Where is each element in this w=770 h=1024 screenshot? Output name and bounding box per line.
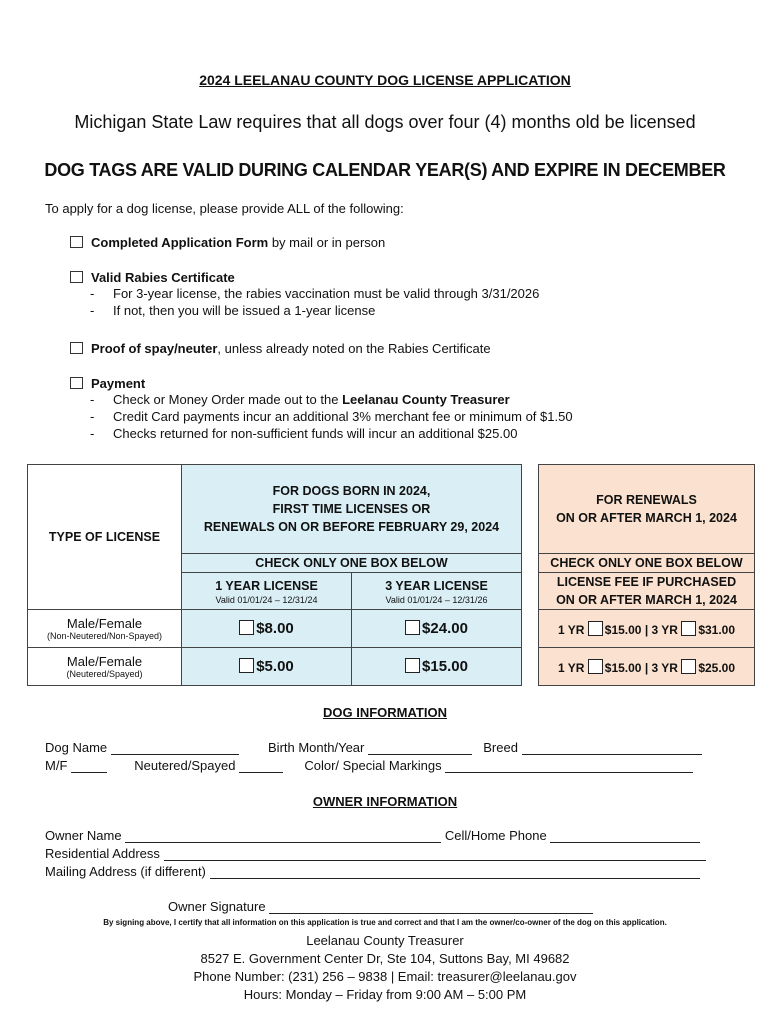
row-sublabel: (Neutered/Spayed) [66, 669, 143, 679]
signature-label: Owner Signature [168, 899, 266, 914]
one-year-header [182, 573, 352, 610]
blue-header-line: RENEWALS ON OR BEFORE FEBRUARY 29, 2024 [203, 520, 500, 534]
sub-item: - Check or Money Order made out to the Leelanau County Treasurer [90, 392, 510, 407]
late-fee-line: LICENSE FEE IF PURCHASED [556, 575, 737, 589]
license-fee-table [27, 464, 755, 686]
certification-text: By signing above, I certify that all information on this application is true and correct and that I am the owner/co-owner of the dog on this application. [103, 918, 667, 927]
peach-header-line: ON OR AFTER MARCH 1, 2024 [556, 511, 737, 525]
late-3yr-label: 3 YR [651, 660, 678, 675]
type-of-license-header: TYPE OF LICENSE [28, 465, 182, 610]
late-1yr-fee: $15.00 [604, 622, 642, 637]
neutered-field[interactable] [239, 760, 283, 773]
requirement-rabies-certificate [70, 270, 539, 319]
sub-item: - For 3-year license, the rabies vaccination must be valid through 3/31/2026 [90, 286, 540, 301]
breed-label: Breed [483, 740, 518, 755]
footer-address: 8527 E. Government Center Dr, Ste 104, Suttons Bay, MI 49682 [200, 951, 570, 966]
requirement-application-form [70, 235, 385, 250]
dog-info-line-1 [45, 740, 702, 755]
fee-cell [352, 648, 522, 686]
dog-name-label: Dog Name [45, 740, 108, 755]
sub-item: - Credit Card payments incur an additional 3% merchant fee or minimum of $1.50 [90, 409, 573, 424]
payee-name: Leelanau County Treasurer [342, 392, 510, 407]
breed-field[interactable] [522, 742, 702, 755]
requirement-payment [70, 376, 573, 442]
checkbox-fee[interactable] [405, 658, 420, 673]
signature-field[interactable] [269, 901, 593, 914]
checkbox-late-1yr[interactable] [588, 659, 603, 674]
owner-info-heading: OWNER INFORMATION [312, 794, 458, 809]
mf-field[interactable] [71, 760, 107, 773]
fee-cell [182, 610, 352, 648]
sub-item: - Checks returned for non-sufficient funds will incur an additional $25.00 [90, 426, 518, 441]
residential-field[interactable] [164, 848, 706, 861]
neutered-label: Neutered/Spayed [134, 758, 236, 773]
fee-amount: $15.00 [422, 658, 468, 675]
late-1yr-fee: $15.00 [604, 660, 642, 675]
owner-name-label: Owner Name [45, 828, 122, 843]
checkbox-late-3yr[interactable] [681, 659, 696, 674]
three-year-label: 3 YEAR LICENSE [385, 579, 488, 593]
fee-amount: $24.00 [422, 620, 468, 637]
form-title: 2024 LEELANAU COUNTY DOG LICENSE APPLICATION [199, 72, 571, 88]
row-label-neutered [28, 648, 182, 686]
phone-field[interactable] [550, 830, 700, 843]
late-3yr-label: 3 YR [651, 622, 678, 637]
late-fee-cell [539, 648, 755, 686]
requirement-detail: , unless already noted on the Rabies Certificate [217, 341, 491, 356]
checkbox-late-3yr[interactable] [681, 621, 696, 636]
mailing-field[interactable] [210, 866, 700, 879]
check-one-notice: CHECK ONLY ONE BOX BELOW [182, 554, 522, 573]
footer-org: Leelanau County Treasurer [306, 933, 464, 948]
checkbox-payment[interactable] [70, 377, 83, 389]
color-label: Color/ Special Markings [304, 758, 442, 773]
late-1yr-label: 1 YR [557, 622, 585, 637]
intro-text: To apply for a dog license, please provide ALL of the following: [45, 201, 404, 216]
late-fee-line: ON OR AFTER MARCH 1, 2024 [556, 593, 737, 607]
dog-info-line-2 [45, 758, 693, 773]
checkbox-spay-neuter[interactable] [70, 342, 83, 354]
peach-header-line: FOR RENEWALS [596, 493, 697, 507]
dog-info-heading: DOG INFORMATION [323, 705, 447, 720]
fee-amount: $8.00 [256, 620, 294, 637]
dog-name-field[interactable] [111, 742, 239, 755]
requirement-spay-neuter [70, 341, 491, 356]
mf-label: M/F [45, 758, 68, 773]
requirement-label: Completed Application Form [91, 235, 269, 250]
three-year-valid: Valid 01/01/24 – 12/31/26 [385, 595, 488, 605]
row-label-non-neutered [28, 610, 182, 648]
late-1yr-label: 1 YR [557, 660, 585, 675]
checkbox-rabies-certificate[interactable] [70, 271, 83, 283]
late-fee-cell [539, 610, 755, 648]
requirement-label: Proof of spay/neuter [91, 341, 218, 356]
one-year-label: 1 YEAR LICENSE [215, 579, 318, 593]
fee-amount: $5.00 [256, 658, 294, 675]
blue-header-line: FOR DOGS BORN IN 2024, [272, 484, 431, 498]
checkbox-fee[interactable] [239, 658, 254, 673]
row-label: Male/Female [66, 654, 143, 669]
blue-header-line: FIRST TIME LICENSES OR [272, 502, 431, 516]
check-one-notice-peach: CHECK ONLY ONE BOX BELOW [539, 554, 755, 573]
mailing-label: Mailing Address (if different) [45, 864, 206, 879]
phone-label: Cell/Home Phone [444, 828, 547, 843]
owner-name-field[interactable] [125, 830, 441, 843]
one-year-valid: Valid 01/01/24 – 12/31/24 [215, 595, 318, 605]
requirement-label: Valid Rabies Certificate [91, 270, 235, 285]
signature-line [168, 899, 593, 914]
blue-header [182, 465, 522, 554]
owner-line-1 [45, 828, 700, 843]
sub-item: - If not, then you will be issued a 1-year license [90, 303, 376, 318]
checkbox-fee[interactable] [405, 620, 420, 635]
requirement-label: Payment [91, 376, 146, 391]
separator: | [644, 622, 649, 637]
birth-field[interactable] [368, 742, 472, 755]
owner-line-2 [45, 846, 706, 861]
fee-cell [182, 648, 352, 686]
tag-validity-notice: DOG TAGS ARE VALID DURING CALENDAR YEAR(S) AND EXPIRE IN DECEMBER [44, 160, 726, 180]
row-label: Male/Female [66, 616, 143, 631]
law-notice: Michigan State Law requires that all dogs over four (4) months old be licensed [74, 112, 696, 132]
late-3yr-fee: $31.00 [698, 622, 736, 637]
peach-header [539, 465, 755, 554]
late-fee-header [539, 573, 755, 610]
residential-label: Residential Address [45, 846, 160, 861]
three-year-header [352, 573, 522, 610]
separator: | [644, 660, 649, 675]
requirement-detail: by mail or in person [268, 235, 386, 250]
checkbox-fee[interactable] [239, 620, 254, 635]
owner-line-3 [45, 864, 700, 879]
row-sublabel: (Non-Neutered/Non-Spayed) [46, 631, 163, 641]
late-3yr-fee: $25.00 [698, 660, 736, 675]
footer-hours: Hours: Monday – Friday from 9:00 AM – 5:00 PM [243, 987, 527, 1002]
fee-cell [352, 610, 522, 648]
checkbox-late-1yr[interactable] [588, 621, 603, 636]
birth-label: Birth Month/Year [268, 740, 365, 755]
footer-contact: Phone Number: (231) 256 – 9838 | Email: treasurer@leelanau.gov [193, 969, 577, 984]
color-field[interactable] [445, 760, 693, 773]
checkbox-application-form[interactable] [70, 236, 83, 248]
